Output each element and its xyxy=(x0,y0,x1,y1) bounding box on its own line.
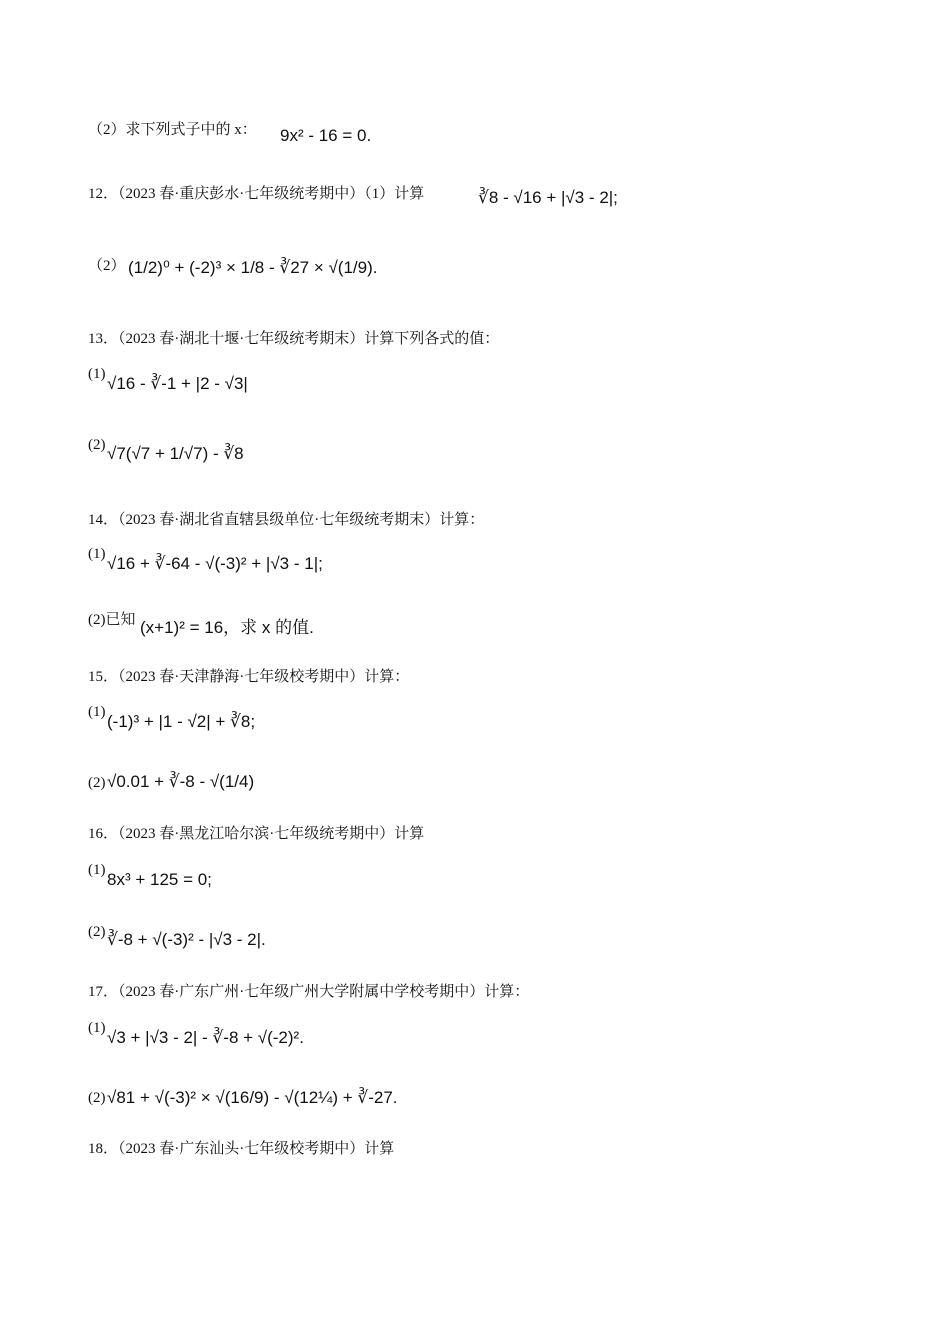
q14-part1-expr: √16 + ∛-64 - √(-3)² + |√3 - 1|; xyxy=(107,554,323,573)
q16-header: 16．（2023 春·黑龙江哈尔滨·七年级统考期中）计算 xyxy=(88,826,425,842)
q14-part2-expr: (x+1)² = 16，求 x 的值. xyxy=(140,618,314,637)
q15-part2-label: (2) xyxy=(88,775,106,791)
q14-part1-label: (1) xyxy=(88,546,106,562)
q13-part2-label: (2) xyxy=(88,437,106,453)
q17-part1-label: (1) xyxy=(88,1020,106,1036)
q12-part2-label: （2） xyxy=(88,258,126,274)
q12-header: 12．（2023 春·重庆彭水·七年级统考期中）（1）计算 xyxy=(88,186,425,202)
q12-part2-expr: (1/2)⁰ + (-2)³ × 1/8 - ∛27 × √(1/9). xyxy=(128,258,378,277)
q12-part1-expr: ∛8 - √16 + |√3 - 2|; xyxy=(478,188,618,207)
q13-part1-expr: √16 - ∛-1 + |2 - √3| xyxy=(107,374,248,393)
q11-part2-label: （2）求下列式子中的 x： xyxy=(88,122,257,138)
q15-header: 15．（2023 春·天津静海·七年级校考期中）计算： xyxy=(88,669,410,685)
q17-part2-label: (2) xyxy=(88,1090,106,1106)
q17-part1-expr: √3 + |√3 - 2| - ∛-8 + √(-2)². xyxy=(107,1028,304,1047)
q13-part2-expr: √7(√7 + 1/√7) - ∛8 xyxy=(107,444,244,463)
q17-part2-expr: √81 + √(-3)² × √(16/9) - √(12¼) + ∛-27. xyxy=(107,1088,398,1107)
q17-header: 17．（2023 春·广东广州·七年级广州大学附属中学校考期中）计算： xyxy=(88,984,530,1000)
q11-part2-expr: 9x² - 16 = 0. xyxy=(280,126,372,145)
q15-part1-label: (1) xyxy=(88,704,106,720)
q18-header: 18．（2023 春·广东汕头·七年级校考期中）计算 xyxy=(88,1141,395,1157)
q14-part2-label: (2)已知 xyxy=(88,612,136,628)
q16-part2-expr: ∛-8 + √(-3)² - |√3 - 2|. xyxy=(107,930,266,949)
q16-part1-label: (1) xyxy=(88,862,106,878)
q14-header: 14．（2023 春·湖北省直辖县级单位·七年级统考期末）计算： xyxy=(88,512,485,528)
q13-header: 13．（2023 春·湖北十堰·七年级统考期末）计算下列各式的值： xyxy=(88,331,500,347)
q15-part2-expr: √0.01 + ∛-8 - √(1/4) xyxy=(107,772,255,791)
q15-part1-expr: (-1)³ + |1 - √2| + ∛8; xyxy=(107,712,256,731)
q16-part1-expr: 8x³ + 125 = 0; xyxy=(107,870,212,889)
q16-part2-label: (2) xyxy=(88,924,106,940)
q13-part1-label: (1) xyxy=(88,366,106,382)
